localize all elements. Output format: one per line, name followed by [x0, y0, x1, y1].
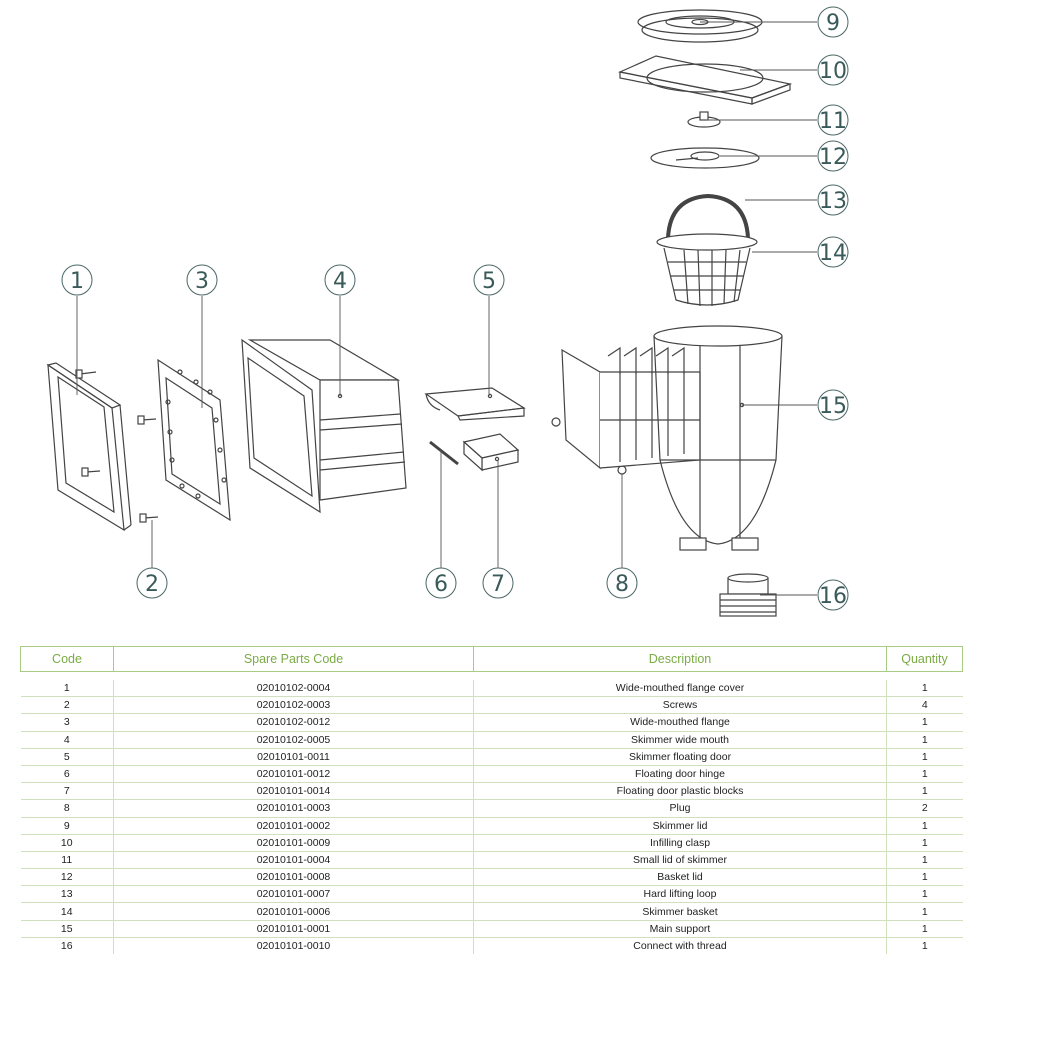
cell-spare: 02010101-0001 — [114, 920, 474, 937]
cell-code: 5 — [21, 748, 114, 765]
svg-text:15: 15 — [819, 394, 847, 419]
callout-6 — [426, 568, 456, 598]
cell-quantity: 1 — [887, 731, 963, 748]
cell-quantity: 1 — [887, 937, 963, 954]
cell-description: Main support — [474, 920, 887, 937]
svg-text:10: 10 — [819, 59, 847, 84]
callouts — [62, 7, 848, 610]
callout-7 — [483, 568, 513, 598]
cell-spare: 02010102-0004 — [114, 680, 474, 697]
cell-code: 2 — [21, 697, 114, 714]
leader-lines — [77, 22, 817, 595]
cell-quantity: 1 — [887, 851, 963, 868]
cell-description: Basket lid — [474, 869, 887, 886]
cell-code: 3 — [21, 714, 114, 731]
cell-spare: 02010101-0004 — [114, 851, 474, 868]
table-row — [21, 886, 963, 903]
cell-quantity: 1 — [887, 680, 963, 697]
svg-text:5: 5 — [482, 269, 496, 294]
part-skimmer-lid — [638, 10, 762, 42]
part-hinge — [430, 442, 458, 464]
callout-2 — [137, 568, 167, 598]
cell-quantity: 1 — [887, 783, 963, 800]
cell-spare: 02010101-0003 — [114, 800, 474, 817]
table-row — [21, 869, 963, 886]
svg-text:9: 9 — [826, 11, 840, 36]
table-row — [21, 920, 963, 937]
callout-11 — [818, 105, 848, 135]
cell-description: Skimmer floating door — [474, 748, 887, 765]
cell-description: Hard lifting loop — [474, 886, 887, 903]
cell-description: Wide-mouthed flange cover — [474, 680, 887, 697]
svg-text:6: 6 — [434, 572, 448, 597]
cell-description: Skimmer basket — [474, 903, 887, 920]
cell-code: 13 — [21, 886, 114, 903]
cell-code: 15 — [21, 920, 114, 937]
part-floating-door — [426, 388, 524, 420]
cell-code: 11 — [21, 851, 114, 868]
svg-text:2: 2 — [145, 572, 159, 597]
cell-quantity: 1 — [887, 869, 963, 886]
spare-parts-table — [20, 646, 963, 954]
cell-description: Wide-mouthed flange — [474, 714, 887, 731]
callout-4 — [325, 265, 355, 295]
table-header-row — [21, 647, 963, 672]
cell-code: 12 — [21, 869, 114, 886]
cell-quantity: 1 — [887, 903, 963, 920]
callout-12 — [818, 141, 848, 171]
cell-spare: 02010102-0003 — [114, 697, 474, 714]
cell-code: 6 — [21, 765, 114, 782]
part-basket-lid — [651, 148, 759, 168]
cell-spare: 02010101-0008 — [114, 869, 474, 886]
svg-text:12: 12 — [819, 145, 847, 170]
table-row — [21, 731, 963, 748]
cell-spare: 02010101-0002 — [114, 817, 474, 834]
cell-code: 10 — [21, 834, 114, 851]
cell-code: 7 — [21, 783, 114, 800]
callout-3 — [187, 265, 217, 295]
cell-spare: 02010101-0009 — [114, 834, 474, 851]
svg-text:16: 16 — [819, 584, 847, 609]
cell-spare: 02010101-0007 — [114, 886, 474, 903]
cell-quantity: 1 — [887, 714, 963, 731]
cell-code: 14 — [21, 903, 114, 920]
table-row — [21, 748, 963, 765]
callout-14 — [818, 237, 848, 267]
svg-text:14: 14 — [819, 241, 847, 266]
part-plastic-block — [464, 434, 518, 470]
cell-spare: 02010101-0006 — [114, 903, 474, 920]
part-skimmer-basket — [657, 234, 757, 306]
table-row — [21, 817, 963, 834]
svg-text:4: 4 — [333, 269, 347, 294]
callout-13 — [818, 185, 848, 215]
table-row — [21, 697, 963, 714]
table-row — [21, 765, 963, 782]
cell-description: Skimmer lid — [474, 817, 887, 834]
svg-text:1: 1 — [70, 269, 84, 294]
cell-description: Plug — [474, 800, 887, 817]
table-row — [21, 937, 963, 954]
cell-quantity: 1 — [887, 886, 963, 903]
part-skimmer-mouth — [242, 340, 406, 512]
cell-quantity: 4 — [887, 697, 963, 714]
cell-code: 16 — [60, 939, 73, 952]
cell-description: Skimmer wide mouth — [474, 731, 887, 748]
table-row — [21, 680, 963, 697]
part-lifting-loop — [668, 196, 748, 238]
table-row — [21, 783, 963, 800]
svg-text:11: 11 — [819, 109, 847, 134]
cell-description: Connect with thread — [474, 937, 887, 954]
cell-quantity: 1 — [887, 834, 963, 851]
callout-1 — [62, 265, 92, 295]
cell-quantity: 2 — [887, 800, 963, 817]
svg-text:3: 3 — [195, 269, 209, 294]
header-description: Description — [474, 647, 887, 672]
part-flange-cover — [48, 363, 131, 530]
header-quantity: Quantity — [887, 647, 963, 672]
cell-spare: 02010101-0010 — [114, 937, 474, 954]
cell-spare: 02010101-0014 — [114, 783, 474, 800]
cell-quantity: 1 — [887, 748, 963, 765]
part-infilling-clasp — [620, 56, 790, 104]
cell-code: 9 — [21, 817, 114, 834]
table-row — [21, 851, 963, 868]
header-spare-parts-code: Spare Parts Code — [114, 647, 474, 672]
cell-code: 4 — [21, 731, 114, 748]
cell-code: 1 — [21, 680, 114, 697]
cell-quantity: 1 — [887, 920, 963, 937]
table-row — [21, 714, 963, 731]
callout-16 — [818, 580, 848, 610]
cell-description: Infilling clasp — [474, 834, 887, 851]
cell-description: Floating door hinge — [474, 765, 887, 782]
cell-spare: 02010102-0012 — [114, 714, 474, 731]
cell-quantity: 1 — [887, 817, 963, 834]
svg-text:8: 8 — [615, 572, 629, 597]
part-main-support — [562, 326, 782, 550]
svg-text:7: 7 — [491, 572, 505, 597]
cell-description: Floating door plastic blocks — [474, 783, 887, 800]
callout-9 — [818, 7, 848, 37]
callout-10 — [818, 55, 848, 85]
cell-code: 8 — [21, 800, 114, 817]
cell-spare: 02010101-0011 — [114, 748, 474, 765]
callout-5 — [474, 265, 504, 295]
cell-quantity: 1 — [887, 765, 963, 782]
cell-description: Screws — [474, 697, 887, 714]
table-row — [21, 834, 963, 851]
svg-text:13: 13 — [819, 189, 847, 214]
cell-description: Small lid of skimmer — [474, 851, 887, 868]
callout-8 — [607, 568, 637, 598]
cell-spare: 02010101-0012 — [114, 765, 474, 782]
callout-15 — [818, 390, 848, 420]
part-small-lid — [688, 112, 720, 127]
cell-spare: 02010102-0005 — [114, 731, 474, 748]
table-row — [21, 903, 963, 920]
header-code: Code — [21, 647, 114, 672]
table-row — [21, 800, 963, 817]
part-flange — [158, 360, 230, 520]
